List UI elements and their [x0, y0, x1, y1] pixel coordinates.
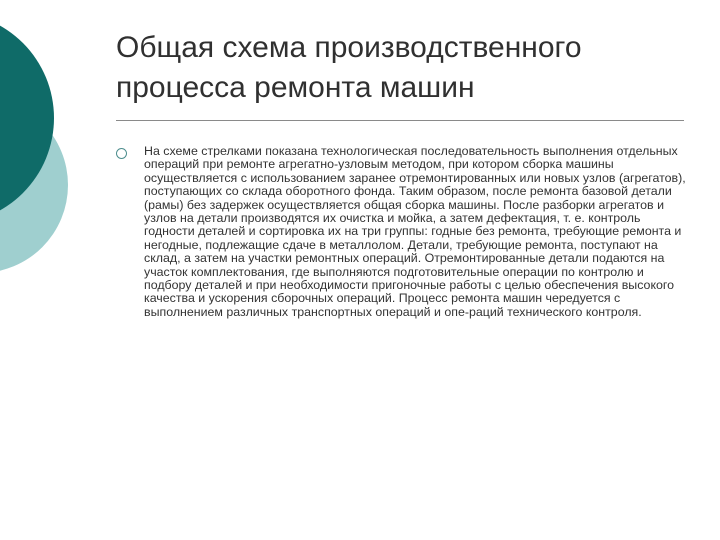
title-line-1: Общая схема производственного — [116, 31, 582, 64]
bullet-paragraph: На схеме стрелками показана технологическая последовательность выполнения отдельных операций при ремонте агрегатно-узловым методом, при котором сборка машины осуществляется с использованием заранее отремонтированных или новых узлов (агрегатов), поступающих со склада оборотного фонда. Таким образом, после ремонта базовой детали (рамы) без задержек осуществляется общая сборка машины. После разборки агрегатов и узлов на детали производятся их очистка и мойка, а затем дефектация, т. е. контроль годности деталей и сортировка их на три группы: годные без ремонта, требующие ремонта и негодные, подлежащие сдаче в металлолом. Детали, требующие ремонта, поступают на склад, а затем на участки ремонтных операций. Отремонтированные детали подаются на участок комплектования, где выполняются подготовительные операции по контролю и подбору деталей и при необходимости пригоночные работы с целью обеспечения высокого качества и ускорения сборочных операций. Процесс ремонта машин чередуется с выполнением различных транспортных операций и опе-раций технического контроля. — [144, 144, 686, 319]
slide-title — [116, 28, 696, 108]
title-divider — [116, 120, 684, 121]
decorative-circles — [0, 0, 90, 300]
title-line-2: процесса ремонта машин — [116, 71, 475, 104]
bullet-circle-icon — [116, 148, 127, 159]
